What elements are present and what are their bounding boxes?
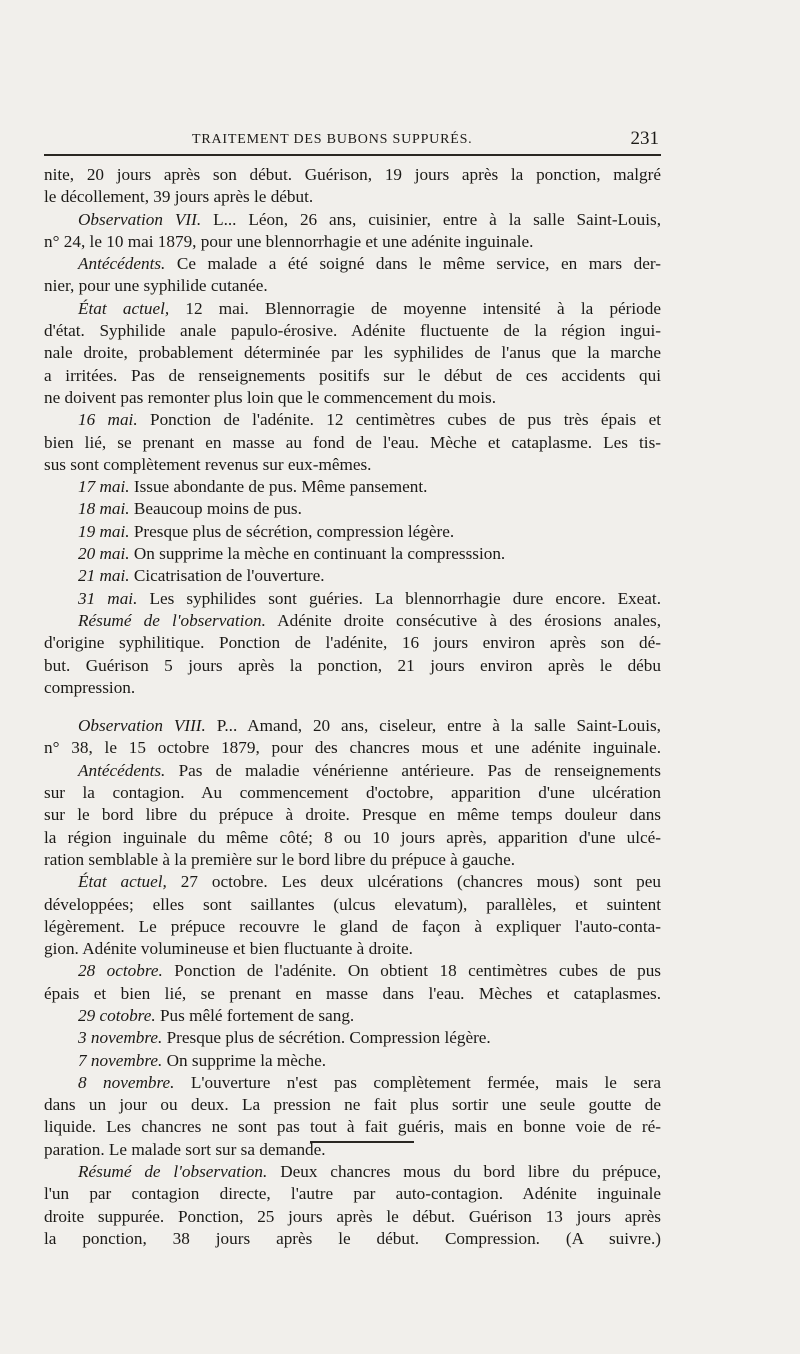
text-line: 8 novembre. L'ouverture n'est pas complètement fermée, mais le sera xyxy=(78,1072,661,1092)
text-line: sur la contagion. Au commencement d'octobre, apparition d'une ulcération xyxy=(44,783,661,803)
text-line: le décollement, 39 jours après le début. xyxy=(44,187,314,207)
text-line: 28 octobre. Ponction de l'adénite. On obtient 18 centimètres cubes de pus xyxy=(78,961,661,981)
text-line: Résumé de l'observation. Adénite droite consécutive à des érosions anales, xyxy=(78,610,661,630)
text-line: sus sont complètement revenus sur eux-mêmes. xyxy=(44,454,372,474)
italic-lead: 16 mai. xyxy=(78,410,138,430)
italic-lead: 19 mai. xyxy=(78,521,130,541)
italic-lead: 28 octobre. xyxy=(78,961,163,981)
page-header xyxy=(44,118,661,152)
italic-lead: Résumé de l'observation. xyxy=(78,1162,268,1182)
text-line: Observation VIII. P... Amand, 20 ans, ciseleur, entre à la salle Saint-Louis, xyxy=(78,716,661,736)
italic-lead: 29 cotobre. xyxy=(78,1005,156,1025)
text-line: Antécédents. Pas de maladie vénérienne antérieure. Pas de renseignements xyxy=(78,760,661,780)
text-line: gion. Adénite volumineuse et bien fluctuante à droite. xyxy=(44,939,413,959)
italic-lead: Résumé de l'observation. xyxy=(78,610,266,630)
text-line: nale droite, probablement déterminée par les syphilides de l'anus que la marche xyxy=(44,343,661,363)
text-line: Observation VII. L... Léon, 26 ans, cuisinier, entre à la salle Saint-Louis, xyxy=(78,209,662,229)
text-line: 3 novembre. Presque plus de sécrétion. Compression légère. xyxy=(78,1028,491,1048)
italic-lead: Antécédents. xyxy=(78,254,166,274)
closing-rule xyxy=(310,1141,414,1143)
italic-lead: 8 novembre. xyxy=(78,1072,175,1092)
italic-lead: 3 novembre. xyxy=(78,1028,163,1048)
text-line: épais et bien lié, se prenant en masse dans l'eau. Mèches et cataplasmes. xyxy=(44,983,661,1003)
text-line: 19 mai. Presque plus de sécrétion, compression légère. xyxy=(78,521,455,541)
text-line: 7 novembre. On supprime la mèche. xyxy=(78,1050,327,1070)
text-line: 16 mai. Ponction de l'adénite. 12 centimètres cubes de pus très épais et xyxy=(78,410,661,430)
italic-lead: 20 mai. xyxy=(78,544,130,564)
header-rule xyxy=(44,154,661,156)
text-line: n° 24, le 10 mai 1879, pour une blennorrhagie et une adénite inguinale. xyxy=(44,231,534,251)
italic-lead: 21 mai. xyxy=(78,566,130,586)
text-line: d'état. Syphilide anale papulo-érosive. Adénite fluctuente de la région ingui- xyxy=(44,321,661,341)
text-line: 21 mai. Cicatrisation de l'ouverture. xyxy=(78,566,325,586)
italic-lead: Observation VII. xyxy=(78,209,202,229)
italic-lead: Antécédents. xyxy=(78,760,166,780)
text-line: nier, pour une syphilide cutanée. xyxy=(44,276,268,296)
text-line: sur le bord libre du prépuce à droite. Presque en même temps douleur dans xyxy=(44,805,661,825)
text-line: Antécédents. Ce malade a été soigné dans le même service, en mars der- xyxy=(78,254,661,274)
text-line: 29 cotobre. Pus mêlé fortement de sang. xyxy=(78,1005,355,1025)
text-line: la région inguinale du même côté; 8 ou 10 jours après, apparition d'une ulcé- xyxy=(44,827,661,847)
italic-lead: 7 novembre. xyxy=(78,1050,163,1070)
italic-lead: 18 mai. xyxy=(78,499,130,519)
text-line: compression. xyxy=(44,677,136,697)
text-line: la ponction, 38 jours après le début. Compression. (A suivre.) xyxy=(44,1228,661,1248)
text-line: développées; elles sont saillantes (ulcus elevatum), parallèles, et suintent xyxy=(44,894,661,914)
text-line: 18 mai. Beaucoup moins de pus. xyxy=(78,499,302,519)
text-line: État actuel, 12 mai. Blennorragie de moyenne intensité à la période xyxy=(78,298,661,318)
running-title: TRAITEMENT DES BUBONS SUPPURÉS. xyxy=(192,132,473,147)
italic-lead: 31 mai. xyxy=(78,588,138,608)
text-line: 17 mai. Issue abondante de pus. Même pansement. xyxy=(78,477,428,497)
text-line: Résumé de l'observation. Deux chancres mous du bord libre du prépuce, xyxy=(78,1162,661,1182)
text-line: droite suppurée. Ponction, 25 jours après le début. Guérison 13 jours après xyxy=(44,1206,661,1226)
text-line: 31 mai. Les syphilides sont guéries. La blennorrhagie dure encore. Exeat. xyxy=(78,588,662,608)
page-number: 231 xyxy=(630,128,659,149)
text-line: but. Guérison 5 jours après la ponction, 21 jours environ après le débu xyxy=(44,655,661,675)
text-line: paration. Le malade sort sur sa demande. xyxy=(44,1139,326,1159)
text-line: État actuel, 27 octobre. Les deux ulcérations (chancres mous) sont peu xyxy=(78,872,661,892)
italic-lead: État actuel, xyxy=(78,298,170,318)
text-line: liquide. Les chancres ne sont pas tout à fait guéris, mais en bonne voie de ré- xyxy=(44,1117,661,1137)
text-line: 20 mai. On supprime la mèche en continuant la compresssion. xyxy=(78,544,506,564)
paragraph-gap xyxy=(44,699,661,715)
book-page xyxy=(44,118,662,1248)
text-line: l'un par contagion directe, l'autre par auto-contagion. Adénite inguinale xyxy=(44,1184,661,1204)
text-line: ration semblable à la première sur le bord libre du prépuce à gauche. xyxy=(44,849,516,869)
italic-lead: État actuel, xyxy=(78,872,167,892)
text-line: n° 38, le 15 octobre 1879, pour des chancres mous et une adénite inguinale. xyxy=(44,738,661,758)
italic-lead: Observation VIII. xyxy=(78,716,206,736)
text-line: nite, 20 jours après son début. Guérison, 19 jours après la ponction, malgré xyxy=(44,165,661,184)
text-line: légèrement. Le prépuce recouvre le gland de façon à expliquer l'auto-conta- xyxy=(44,916,661,936)
text-line: d'origine syphilitique. Ponction de l'adénite, 16 jours environ après son dé- xyxy=(44,633,661,653)
text-line: a irritées. Pas de renseignements positifs sur le début de ces accidents qui xyxy=(44,365,661,385)
text-line: bien lié, se prenant en masse au fond de l'eau. Mèche et cataplasme. Les tis- xyxy=(44,432,661,452)
italic-lead: 17 mai. xyxy=(78,477,130,497)
text-line: ne doivent pas remonter plus loin que le commencement du mois. xyxy=(44,387,497,407)
text-line: dans un jour ou deux. La pression ne fait plus sortir une seule goutte de xyxy=(44,1095,661,1115)
page-body xyxy=(44,164,661,1250)
